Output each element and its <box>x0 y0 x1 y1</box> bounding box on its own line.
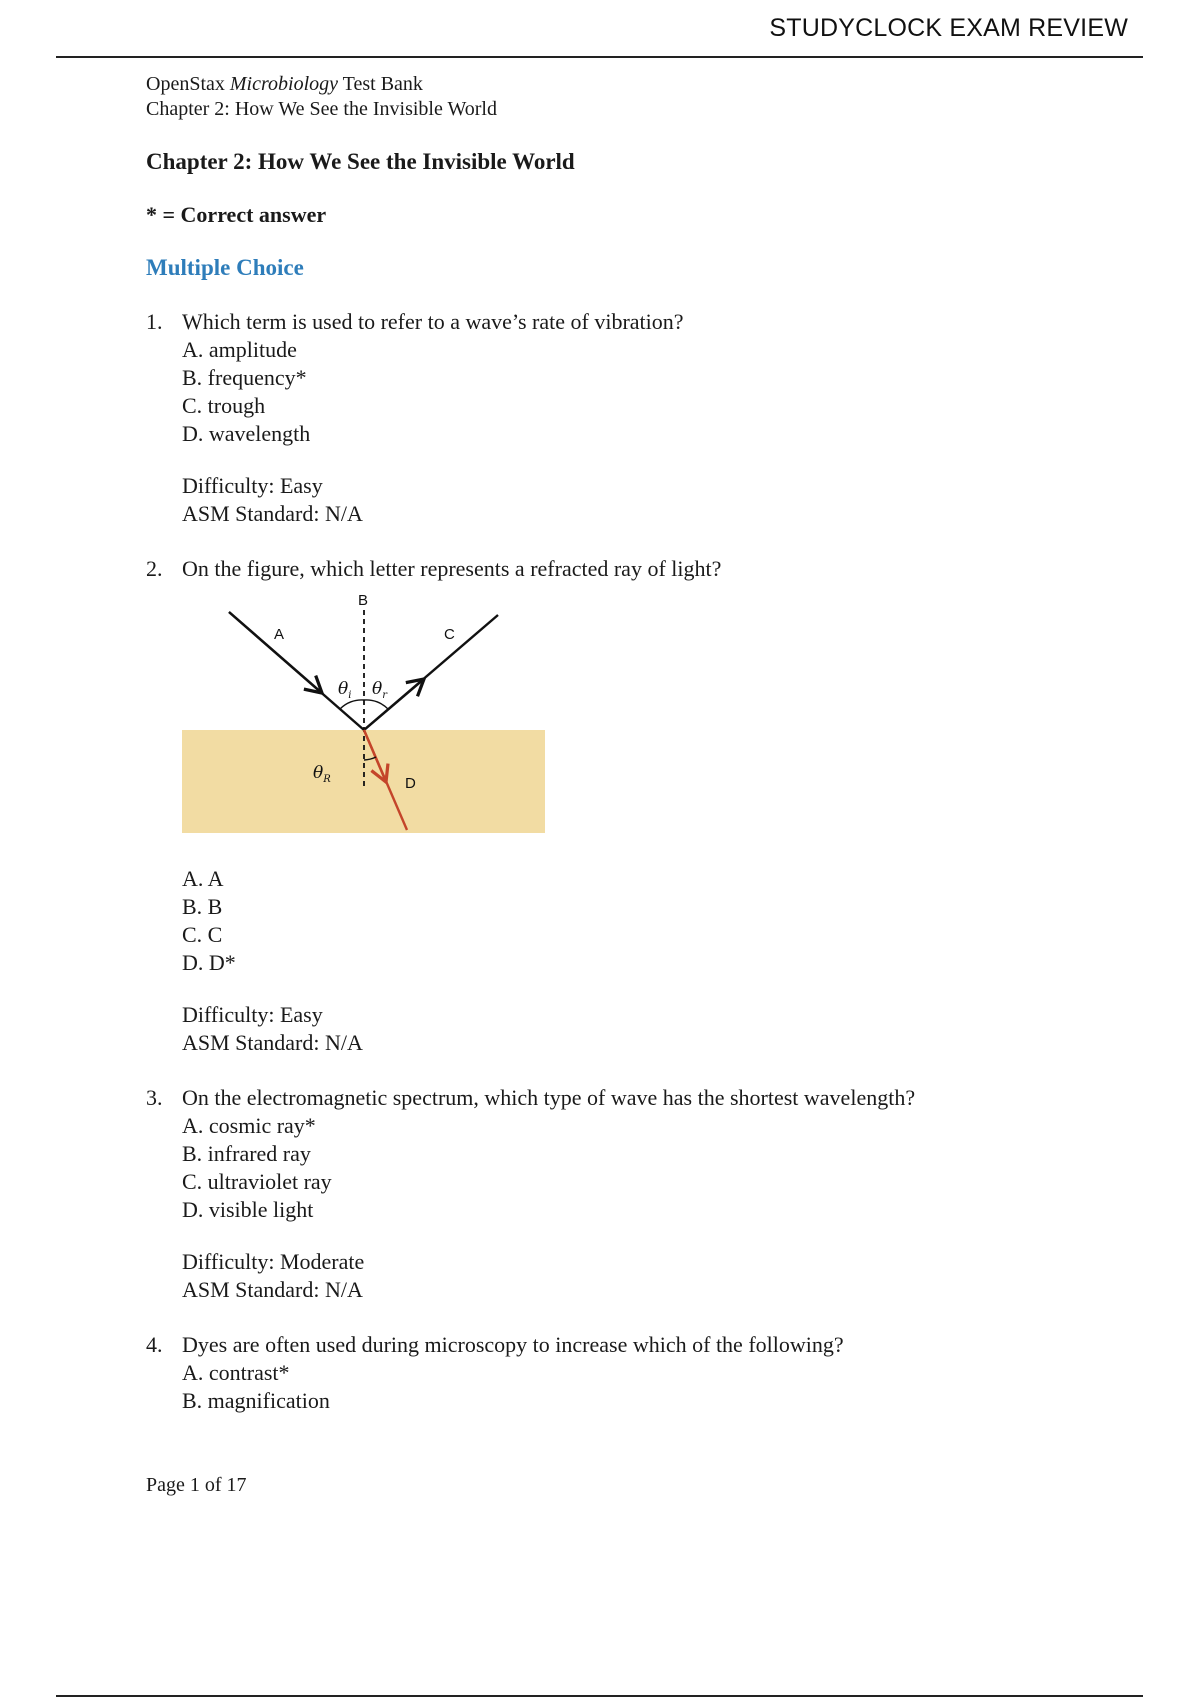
brand-header: STUDYCLOCK EXAM REVIEW <box>769 14 1128 42</box>
option-b: B. B <box>182 894 223 919</box>
question-number: 4. <box>146 1332 163 1357</box>
option-b: B. frequency* <box>182 365 307 390</box>
option-b: B. infrared ray <box>182 1141 311 1166</box>
label-b: B <box>358 592 369 609</box>
difficulty: Difficulty: Easy <box>182 473 323 498</box>
question-meta <box>182 472 1146 528</box>
question-4 <box>146 1331 1146 1415</box>
option-b: B. magnification <box>182 1388 330 1413</box>
option-a: A. cosmic ray* <box>182 1113 316 1138</box>
asm-standard: ASM Standard: N/A <box>182 501 363 526</box>
question-stem: On the figure, which letter represents a refracted ray of light? <box>182 556 722 581</box>
question-3 <box>146 1084 1146 1304</box>
question-number: 3. <box>146 1085 163 1110</box>
question-number: 2. <box>146 556 163 581</box>
footer-divider <box>56 1695 1143 1697</box>
option-a: A. amplitude <box>182 337 297 362</box>
option-c: C. trough <box>182 393 266 418</box>
page-content <box>146 72 1146 1415</box>
option-c: C. C <box>182 922 223 947</box>
source-line-2: Chapter 2: How We See the Invisible World <box>146 98 497 120</box>
refraction-figure <box>182 585 552 843</box>
question-stem: On the electromagnetic spectrum, which type of wave has the shortest wavelength? <box>182 1085 916 1110</box>
option-a: A. A <box>182 866 224 891</box>
chapter-heading: Chapter 2: How We See the Invisible World <box>146 149 575 174</box>
option-d: D. wavelength <box>182 421 311 446</box>
label-c: C <box>444 626 455 643</box>
question-stem: Dyes are often used during microscopy to increase which of the following? <box>182 1332 844 1357</box>
option-a: A. contrast* <box>182 1360 290 1385</box>
source-publisher: OpenStax <box>146 73 230 95</box>
question-1 <box>146 308 1146 528</box>
incidence-angle-arc <box>340 700 364 709</box>
asm-standard: ASM Standard: N/A <box>182 1277 363 1302</box>
source-book-title: Microbiology <box>229 73 339 95</box>
option-d: D. D* <box>182 950 236 975</box>
theta-i-label: $\theta_i$ <box>338 679 352 701</box>
theta-r-label: $\theta_r$ <box>372 679 388 701</box>
question-stem: Which term is used to refer to a wave’s rate of vibration? <box>182 309 684 334</box>
source-line-1 <box>146 72 1146 97</box>
question-number: 1. <box>146 309 163 334</box>
header-divider <box>56 56 1143 58</box>
asm-standard: ASM Standard: N/A <box>182 1030 363 1055</box>
question-meta <box>182 1001 1146 1057</box>
reflection-angle-arc <box>364 700 388 709</box>
option-c: C. ultraviolet ray <box>182 1169 332 1194</box>
source-suffix: Test Bank <box>338 73 423 95</box>
incident-ray-arrow <box>229 612 322 693</box>
label-a: A <box>274 626 285 643</box>
label-d: D <box>405 775 416 792</box>
option-d: D. visible light <box>182 1197 314 1222</box>
page-number: Page 1 of 17 <box>146 1474 247 1496</box>
theta-R-label: $\theta_R$ <box>313 763 331 785</box>
difficulty: Difficulty: Moderate <box>182 1249 365 1274</box>
answer-legend: * = Correct answer <box>146 202 327 227</box>
question-2 <box>146 555 1146 1057</box>
section-heading: Multiple Choice <box>146 255 304 280</box>
question-meta <box>182 1248 1146 1304</box>
difficulty: Difficulty: Easy <box>182 1002 323 1027</box>
